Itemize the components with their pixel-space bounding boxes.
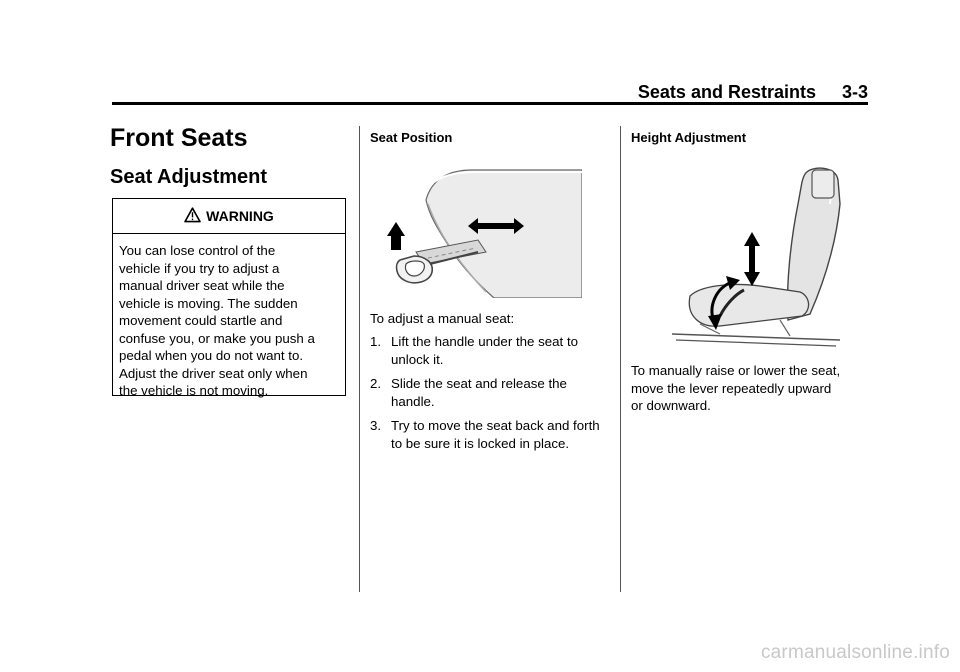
height-adjustment-line: move the lever repeatedly upward xyxy=(631,380,832,396)
seat-position-steps xyxy=(370,333,610,459)
step-item xyxy=(370,333,610,368)
column-divider-2 xyxy=(620,126,621,592)
height-adjustment-line: or downward. xyxy=(631,398,711,413)
step-text: Slide the seat and release the handle. xyxy=(391,376,567,409)
header-rule xyxy=(112,102,868,105)
warning-line: the vehicle is not moving. xyxy=(119,383,269,398)
height-adjustment-heading: Height Adjustment xyxy=(631,130,747,145)
section-heading: Front Seats xyxy=(110,124,248,152)
warning-line: vehicle is moving. The sudden xyxy=(119,295,298,311)
step-number: 3. xyxy=(370,418,382,433)
warning-line: You can lose control of the xyxy=(119,243,276,258)
warning-header xyxy=(113,199,345,234)
warning-line: manual driver seat while the xyxy=(119,278,285,293)
warning-line: movement could startle and xyxy=(119,313,283,328)
page-number: 3-3 xyxy=(841,82,868,102)
step-text: Try to move the seat back and forth to be sure it is locked in place. xyxy=(391,418,600,451)
warning-text xyxy=(113,234,345,400)
seat-position-heading: Seat Position xyxy=(370,130,453,145)
running-header xyxy=(638,82,868,103)
warning-label: WARNING xyxy=(206,208,274,224)
watermark: carmanualsonline.info xyxy=(760,642,950,663)
warning-line: Adjust the driver seat only when xyxy=(119,365,308,381)
height-adjustment-line: To manually raise or lower the seat, xyxy=(631,363,841,378)
warning-triangle-icon xyxy=(184,207,201,226)
step-number: 2. xyxy=(370,376,382,391)
height-adjustment-illustration xyxy=(660,164,860,357)
height-adjustment-text xyxy=(631,362,871,415)
step-number: 1. xyxy=(370,334,382,349)
seat-position-intro: To adjust a manual seat: xyxy=(370,311,515,326)
step-text: Lift the handle under the seat to unlock it. xyxy=(391,334,579,367)
step-item xyxy=(370,375,610,410)
warning-line: pedal when you do not want to. xyxy=(119,348,304,363)
step-item xyxy=(370,417,610,452)
column-divider-1 xyxy=(359,126,360,592)
warning-box xyxy=(112,198,346,396)
warning-line: confuse you, or make you push a xyxy=(119,330,315,346)
section-title: Seats and Restraints xyxy=(637,82,816,102)
warning-line: vehicle if you try to adjust a xyxy=(119,260,280,276)
seat-position-illustration xyxy=(386,164,582,303)
subsection-heading: Seat Adjustment xyxy=(110,166,268,188)
